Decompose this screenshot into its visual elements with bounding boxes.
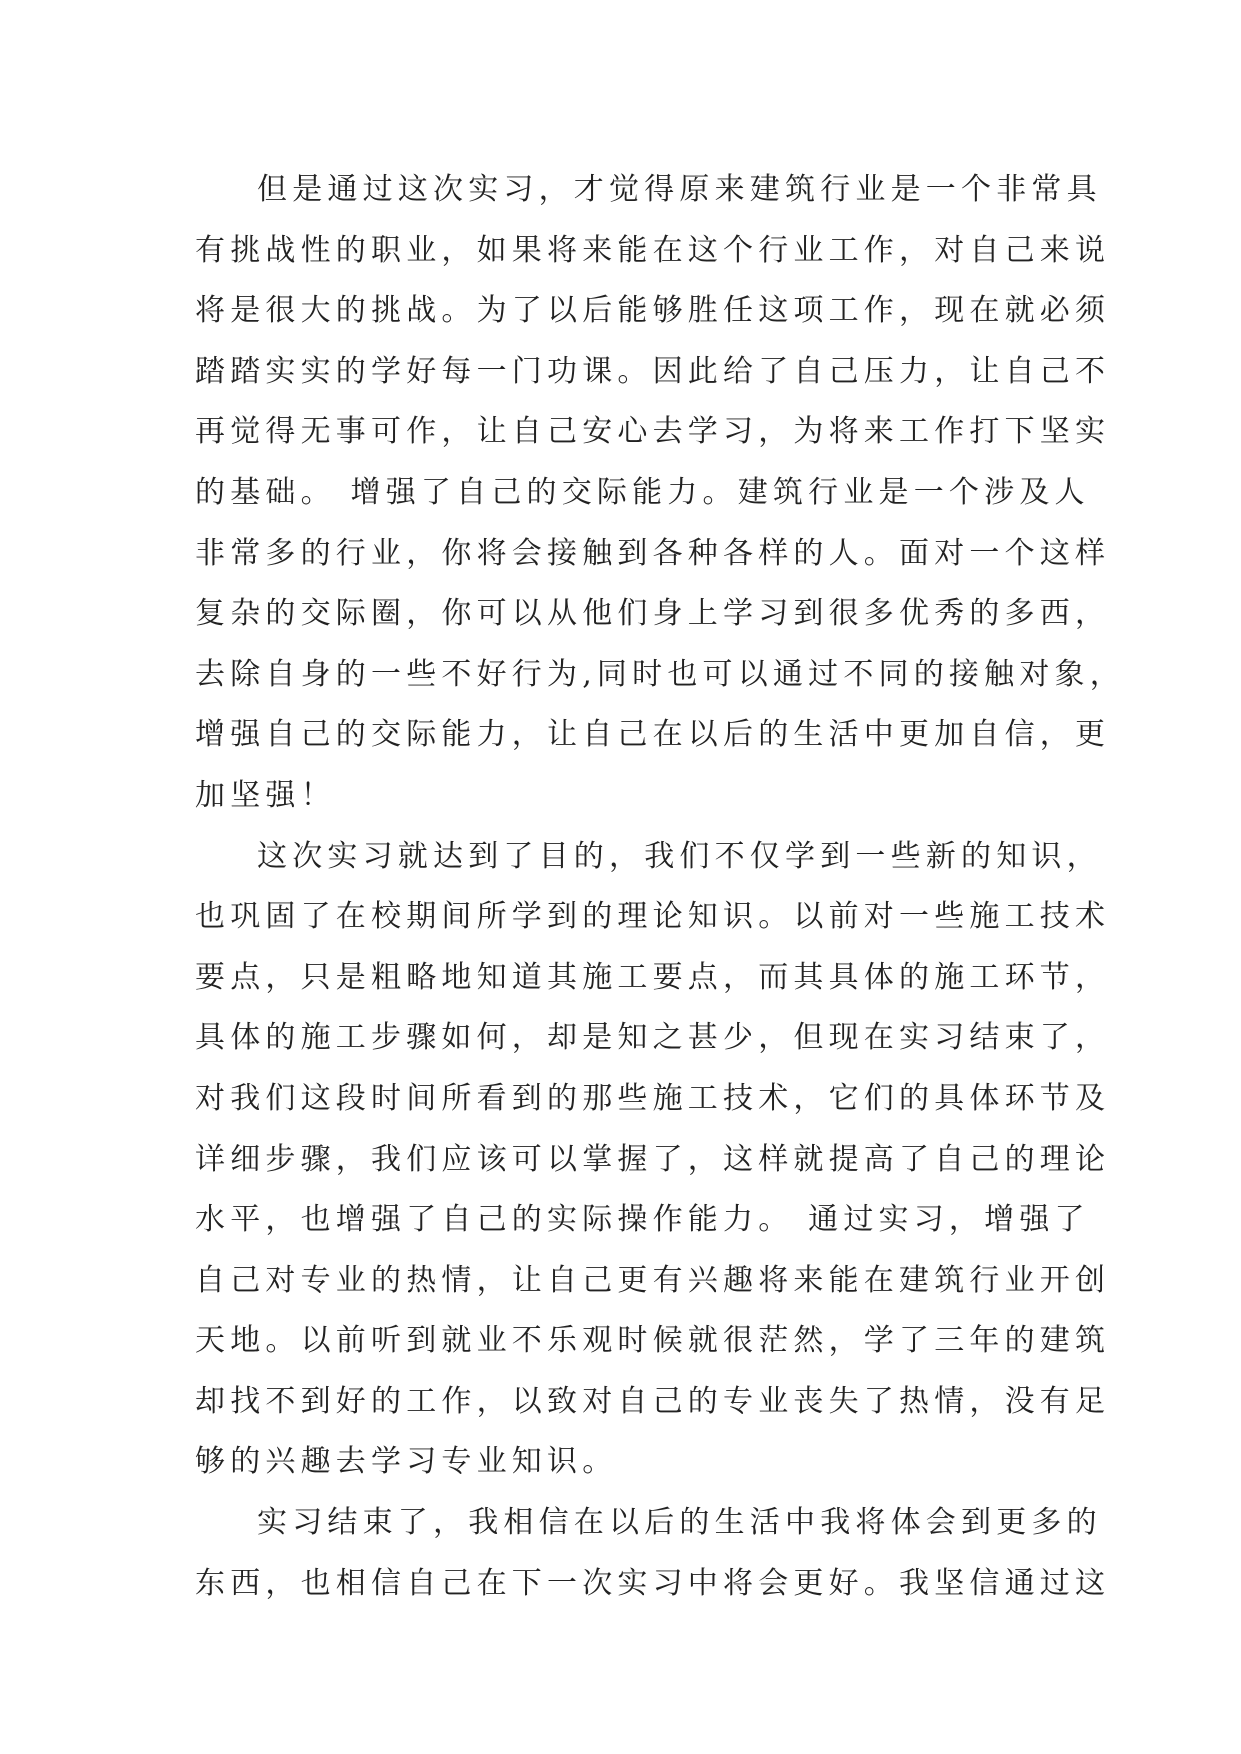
paragraph-2-line: 天地。以前听到就业不乐观时候就很茫然，学了三年的建筑	[195, 1323, 1111, 1359]
paragraph-1-line: 增强自己的交际能力，让自己在以后的生活中更加自信，更	[195, 717, 1111, 753]
paragraph-1-line: 有挑战性的职业，如果将来能在这个行业工作，对自己来说	[195, 232, 1111, 268]
paragraph-2-line: 这次实习就达到了目的，我们不仅学到一些新的知识，	[257, 838, 1102, 874]
paragraph-2-line: 水平，也增强了自己的实际操作能力。 通过实习，增强了	[195, 1202, 1090, 1238]
paragraph-1-line: 踏踏实实的学好每一门功课。因此给了自己压力，让自己不	[195, 353, 1111, 389]
paragraph-2-line: 却找不到好的工作，以致对自己的专业丧失了热情，没有足	[195, 1383, 1111, 1419]
paragraph-3-line: 实习结束了，我相信在以后的生活中我将体会到更多的	[257, 1505, 1102, 1541]
paragraph-2-line: 够的兴趣去学习专业知识。	[195, 1444, 618, 1480]
paragraph-2-line: 详细步骤，我们应该可以掌握了，这样就提高了自己的理论	[195, 1141, 1111, 1177]
paragraph-2-line: 具体的施工步骤如何，却是知之甚少，但现在实习结束了，	[195, 1020, 1111, 1056]
paragraph-1-line: 将是很大的挑战。为了以后能够胜任这项工作，现在就必须	[195, 293, 1111, 329]
paragraph-1-line: 加坚强！	[195, 777, 336, 813]
paragraph-2-line: 也巩固了在校期间所学到的理论知识。以前对一些施工技术	[195, 899, 1111, 935]
paragraph-2-line: 自己对专业的热情，让自己更有兴趣将来能在建筑行业开创	[195, 1262, 1111, 1298]
paragraph-1-line: 的基础。 增强了自己的交际能力。建筑行业是一个涉及人	[195, 474, 1090, 510]
paragraph-2-line: 对我们这段时间所看到的那些施工技术，它们的具体环节及	[195, 1080, 1111, 1116]
paragraph-1-line: 去除自身的一些不好行为,同时也可以通过不同的接触对象，	[195, 656, 1125, 692]
paragraph-1-line: 再觉得无事可作，让自己安心去学习，为将来工作打下坚实	[195, 414, 1111, 450]
paragraph-2-line: 要点，只是粗略地知道其施工要点，而其具体的施工环节，	[195, 959, 1111, 995]
paragraph-1-line: 但是通过这次实习，才觉得原来建筑行业是一个非常具	[257, 172, 1102, 207]
paragraph-1-line: 复杂的交际圈，你可以从他们身上学习到很多优秀的多西，	[195, 596, 1111, 632]
paragraph-3-line: 东西，也相信自己在下一次实习中将会更好。我坚信通过这	[195, 1565, 1111, 1601]
paragraph-1-line: 非常多的行业，你将会接触到各种各样的人。面对一个这样	[195, 535, 1111, 571]
document-body	[195, 160, 1125, 1614]
